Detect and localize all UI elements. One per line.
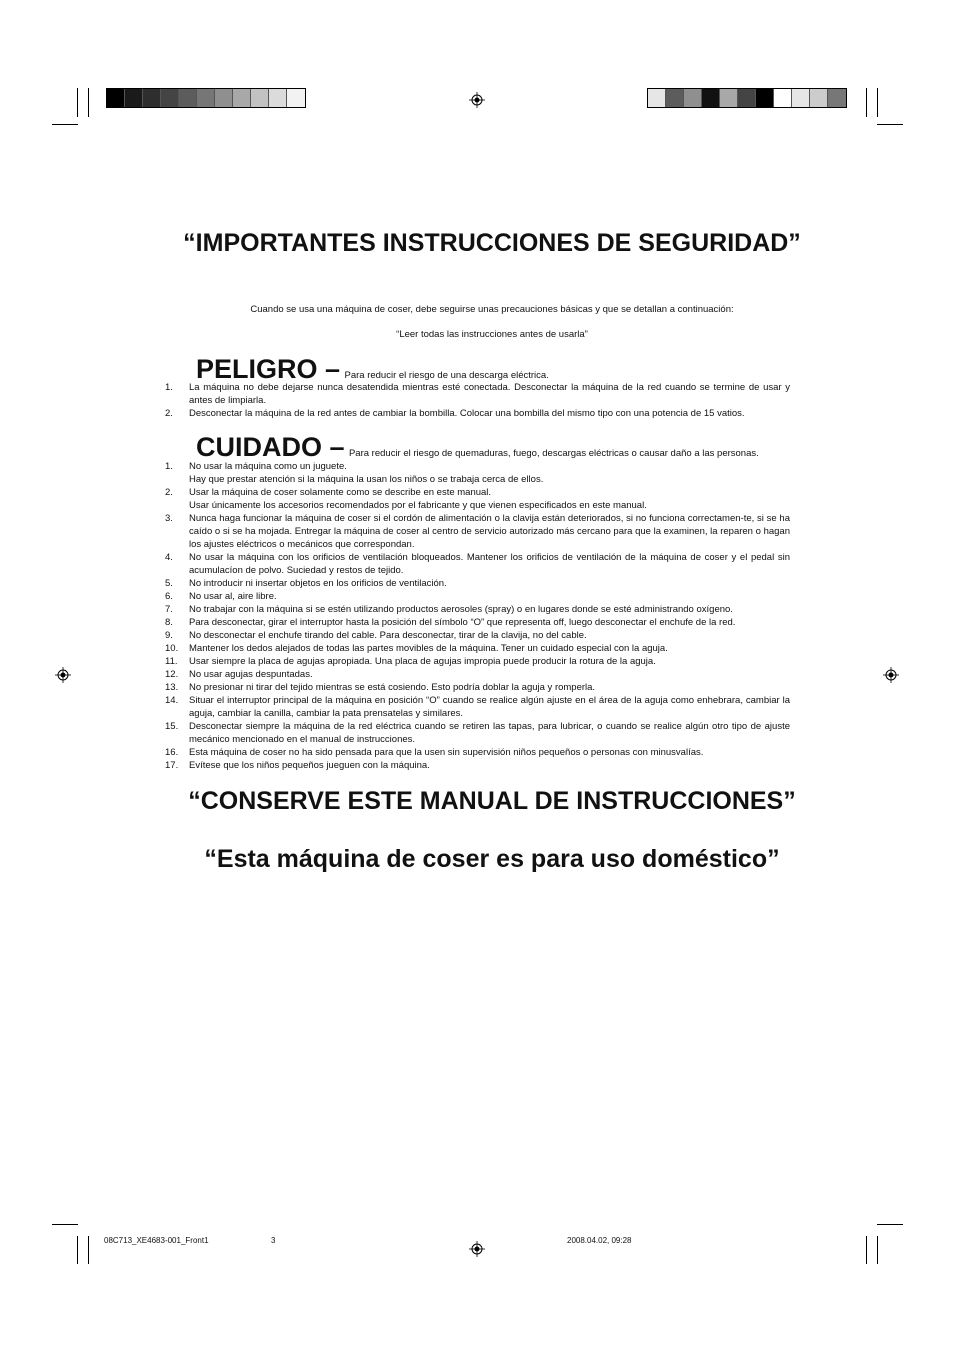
closing-title: “CONSERVE ESTE MANUAL DE INSTRUCCIONES” (188, 787, 796, 815)
registration-mark-icon (55, 667, 71, 683)
item-text: Usar únicamente los accesorios recomendados por el fabricante y que vienen especificados en este manual. (189, 500, 647, 511)
registration-mark-icon (883, 667, 899, 683)
item-text: Mantener los dedos alejados de todas las partes movibles de la máquina. Tener un cuidado especial con la aguja. (189, 643, 668, 654)
item-number: 12. (165, 669, 179, 680)
item-number: 10. (165, 643, 179, 654)
item-text: No usar la máquina con los orificios de ventilación bloqueados. Mantener los orificios de ventilación de la máquina de coser y el pedal sin acumulacíon de polvo. Suciedad y restos de tejido. (189, 552, 790, 576)
cuidado-heading (196, 433, 759, 461)
list-item (160, 616, 790, 629)
item-text: No usar la máquina como un juguete. (189, 461, 347, 472)
list-item (160, 668, 790, 681)
domestic-use-title: “Esta máquina de coser es para uso doméstico” (204, 845, 780, 873)
color-swatch (720, 89, 738, 107)
page-title: “IMPORTANTES INSTRUCCIONES DE SEGURIDAD” (183, 229, 801, 257)
item-number: 7. (165, 604, 173, 615)
item-text: Para desconectar, girar el interruptor hasta la posición del símbolo “O” que representa off, luego desconectar el enchufe de la red. (189, 617, 736, 628)
read-instructions-note: “Leer todas las instrucciones antes de usarla” (396, 329, 588, 340)
color-swatch (738, 89, 756, 107)
item-number: 1. (165, 461, 173, 472)
item-text: La máquina no debe dejarse nunca desatendida mientras esté conectada. Desconectar la máquina de la red cuando se termine de usar y antes de limpiarla. (189, 382, 790, 406)
color-swatch (269, 89, 287, 107)
item-text: Usar siempre la placa de agujas apropiada. Una placa de agujas impropia puede producir la rotura de la aguja. (189, 656, 656, 667)
list-item (160, 720, 790, 746)
list-item (160, 681, 790, 694)
color-calibration-bar-left (106, 88, 306, 108)
item-text: No usar al, aire libre. (189, 591, 277, 602)
list-item (160, 460, 790, 486)
intro-text: Cuando se usa una máquina de coser, debe seguirse unas precauciones básicas y que se detallan a continuación: (250, 304, 734, 315)
list-item (160, 603, 790, 616)
list-item (160, 577, 790, 590)
color-swatch (251, 89, 269, 107)
peligro-title: PELIGRO – (196, 354, 341, 384)
peligro-list (160, 381, 790, 420)
item-text: Desconectar siempre la máquina de la red eléctrica cuando se retiren las tapas, para lubricar, o cuando se realice algún otro tipo de ajuste mecánico mencionado en el manual de instrucciones. (189, 721, 790, 745)
color-swatch (233, 89, 251, 107)
color-swatch (143, 89, 161, 107)
peligro-subtitle: Para reducir el riesgo de una descarga eléctrica. (344, 370, 549, 381)
cuidado-list (160, 460, 790, 772)
list-item (160, 512, 790, 551)
cuidado-subtitle: Para reducir el riesgo de quemaduras, fuego, descargas eléctricas o causar daño a las personas. (348, 448, 759, 459)
list-item (160, 746, 790, 759)
item-number: 4. (165, 552, 173, 563)
color-swatch (215, 89, 233, 107)
color-swatch (810, 89, 828, 107)
list-item (160, 551, 790, 577)
item-number: 9. (165, 630, 173, 641)
item-text: No presionar ni tirar del tejido mientras se está cosiendo. Esto podría doblar la aguja y romperla. (189, 682, 596, 693)
list-item (160, 381, 790, 407)
color-swatch (774, 89, 792, 107)
item-text: Esta máquina de coser no ha sido pensada para que la usen sin supervisión niños pequeños o personas con minusvalías. (189, 747, 704, 758)
color-swatch (792, 89, 810, 107)
list-item (160, 655, 790, 668)
color-swatch (179, 89, 197, 107)
peligro-heading (196, 355, 549, 383)
footer-filename: 08C713_XE4683-001_Front1 (104, 1236, 209, 1245)
item-number: 1. (165, 382, 173, 393)
item-text: No introducir ni insertar objetos en los orificios de ventilación. (189, 578, 447, 589)
registration-mark-icon (469, 1241, 485, 1257)
color-swatch (666, 89, 684, 107)
item-number: 2. (165, 408, 173, 419)
item-text: No desconectar el enchufe tirando del cable. Para desconectar, tirar de la clavija, no del cable. (189, 630, 587, 641)
list-item (160, 407, 790, 420)
registration-mark-icon (469, 92, 485, 108)
list-item (160, 694, 790, 720)
item-number: 3. (165, 513, 173, 524)
item-text: Desconectar la máquina de la red antes de cambiar la bombilla. Colocar una bombilla del mismo tipo con una potencia de 15 vatios. (189, 408, 745, 419)
list-item (160, 759, 790, 772)
color-swatch (684, 89, 702, 107)
item-text: Usar la máquina de coser solamente como se describe en este manual. (189, 487, 492, 498)
cuidado-title: CUIDADO – (196, 432, 345, 462)
color-swatch (287, 89, 305, 107)
item-text: Hay que prestar atención si la máquina la usan los niños o se trabaja cerca de ellos. (189, 474, 544, 485)
item-number: 15. (165, 721, 179, 732)
item-text: Nunca haga funcionar la máquina de coser si el cordón de alimentación o la clavija están deteriorados, si no funciona correctamen-te, si se ha caído o si se ha mojada. Entregar la máquina de coser al centro de servicio autorizado más cercano para que la examinen, la reparen o hagan los ajustes eléctricos o mecánicos que correspondan. (189, 513, 790, 550)
item-number: 8. (165, 617, 173, 628)
item-number: 5. (165, 578, 173, 589)
footer-page-number: 3 (271, 1236, 276, 1245)
color-calibration-bar-right (647, 88, 847, 108)
color-swatch (828, 89, 846, 107)
color-swatch (161, 89, 179, 107)
list-item (160, 642, 790, 655)
item-text: Situar el interruptor principal de la máquina en posición “O” cuando se realice algún ajuste en el área de la aguja como enhebrara, cambiar la aguja, cambiar la canilla, cambiar la pata prensatelas y similares. (189, 695, 790, 719)
list-item (160, 486, 790, 512)
item-number: 17. (165, 760, 179, 771)
item-number: 16. (165, 747, 179, 758)
item-number: 11. (165, 656, 178, 667)
item-number: 13. (165, 682, 179, 693)
list-item (160, 629, 790, 642)
color-swatch (107, 89, 125, 107)
item-text: No usar agujas despuntadas. (189, 669, 313, 680)
item-text: No trabajar con la máquina si se estén utilizando productos aerosoles (spray) o en lugares donde se esté administrando oxígeno. (189, 604, 733, 615)
footer-date: 2008.04.02, 09:28 (567, 1236, 632, 1245)
list-item (160, 590, 790, 603)
item-number: 6. (165, 591, 173, 602)
item-text: Evítese que los niños pequeños jueguen con la máquina. (189, 760, 430, 771)
item-number: 2. (165, 487, 173, 498)
color-swatch (756, 89, 774, 107)
item-number: 14. (165, 695, 179, 706)
color-swatch (702, 89, 720, 107)
color-swatch (125, 89, 143, 107)
color-swatch (648, 89, 666, 107)
color-swatch (197, 89, 215, 107)
